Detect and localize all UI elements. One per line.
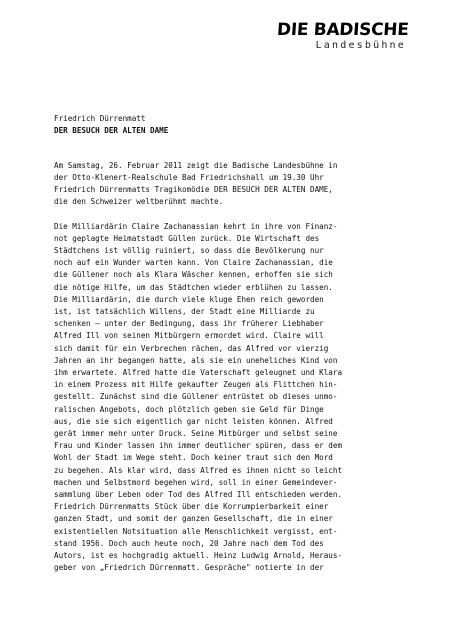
document-body xyxy=(54,113,414,574)
paragraph-line: Jahren an ihr begangen hatte, als sie ein uneheliches Kind von xyxy=(54,355,338,365)
logo-wordmark: DIE BADISCHE xyxy=(275,20,409,40)
paragraph-line: not geplagte Heimatstadt Güllen zurück. Die Wirtschaft des xyxy=(54,233,320,243)
paragraph-line: die den Schweizer weltberühmt machte. xyxy=(54,197,224,207)
paragraph-line: sich damit für ein Verbrechen rächen, das Alfred vor vierzig xyxy=(54,343,329,353)
paragraph-line: machen und Selbstmord begehen wird, soll in einer Gemeindever- xyxy=(54,477,338,487)
paragraph-line: Friedrich Dürrenmatts Tragikomödie DER BESUCH DER ALTEN DAME, xyxy=(54,185,333,194)
paragraph-line: Wohl der Stadt im Wege steht. Doch keiner traut sich den Mord xyxy=(54,453,333,463)
paragraph-line: ganzen Stadt, und somit der ganzen Gesellschaft, die in einer xyxy=(54,514,333,524)
paragraph-line: gestellt. Zunächst sind die Güllener entrüstet ob dieses unmo- xyxy=(54,392,338,402)
logo-subtitle: Landesbühne xyxy=(315,40,406,51)
theater-logo xyxy=(275,20,409,60)
paragraph-line: die Güllener noch als Klara Wäscher kennen, erhoffen sie sich xyxy=(54,270,333,280)
paragraph-line: ihm erwartete. Alfred hatte die Vaterschaft geleugnet und Klara xyxy=(54,368,343,378)
author-line: Friedrich Dürrenmatt xyxy=(54,114,146,123)
paragraph-line: gerät immer mehr unter Druck. Seine Mitbürger und selbst seine xyxy=(54,429,338,439)
play-title: DER BESUCH DER ALTEN DAME xyxy=(54,126,169,136)
paragraph-line: zu begehen. Als klar wird, dass Alfred es ihnen nicht so leicht xyxy=(54,465,343,475)
paragraph-line: ist, ist tatsächlich Willens, der Stadt eine Milliarde zu xyxy=(54,307,315,317)
paragraph-line: Friedrich Dürrenmatts Stück über die Korrumpierbarkeit einer xyxy=(54,502,329,512)
paragraph-line: aus, die sie sich eigentlich gar nicht leisten können. Alfred xyxy=(54,416,333,426)
paragraph-line: geber von „Friedrich Dürrenmatt. Gespräche" notierte in der xyxy=(54,563,324,573)
paragraph-line: Frau und Kinder lassen ihn immer deutlicher spüren, dass er dem xyxy=(54,441,343,451)
paragraph-line: der Otto-Klenert-Realschule Bad Friedrichshall um 19.30 Uhr xyxy=(54,172,324,182)
paragraph-line: Die Milliardärin, die durch viele kluge Ehen reich geworden xyxy=(54,294,324,304)
paragraph-line: Alfred Ill von seinen Mitbürgern ermordet wird. Claire will xyxy=(54,331,324,341)
paragraph-line: ralischen Angebots, doch plötzlich geben sie Geld für Dinge xyxy=(54,404,324,414)
paragraph-line: sammlung über Leben oder Tod des Alfred Ill entschieden werden. xyxy=(54,490,343,500)
synopsis-paragraph xyxy=(54,221,414,575)
paragraph-line: die nötige Hilfe, um das Städtchen wieder erblühen zu lassen. xyxy=(54,282,333,292)
paragraph-line: stand 1956. Doch auch heute noch, 20 Jahre nach dem Tod des xyxy=(54,538,324,548)
paragraph-line: Städtchens ist völlig ruiniert, so dass die Bevölkerung nur xyxy=(54,246,324,255)
paragraph-line: Am Samstag, 26. Februar 2011 zeigt die Badische Landesbühne in xyxy=(54,160,338,170)
paragraph-line: existentiellen Notsituation alle Menschlichkeit vergisst, ent- xyxy=(54,526,338,536)
paragraph-line: in einem Prozess mit Hilfe gekaufter Zeugen als Flittchen hin- xyxy=(54,380,338,390)
paragraph-line: noch auf ein Wunder warten kann. Von Claire Zachanassian, die xyxy=(54,258,333,268)
paragraph-line: Die Milliardärin Claire Zachanassian kehrt in ihre von Finanz- xyxy=(54,221,338,231)
paragraph-line: Autors, ist es hochgradig aktuell. Heinz Ludwig Arnold, Heraus- xyxy=(54,551,343,561)
intro-paragraph xyxy=(54,160,414,209)
paragraph-line: schenken – unter der Bedingung, dass ihr früherer Liebhaber xyxy=(54,319,324,329)
